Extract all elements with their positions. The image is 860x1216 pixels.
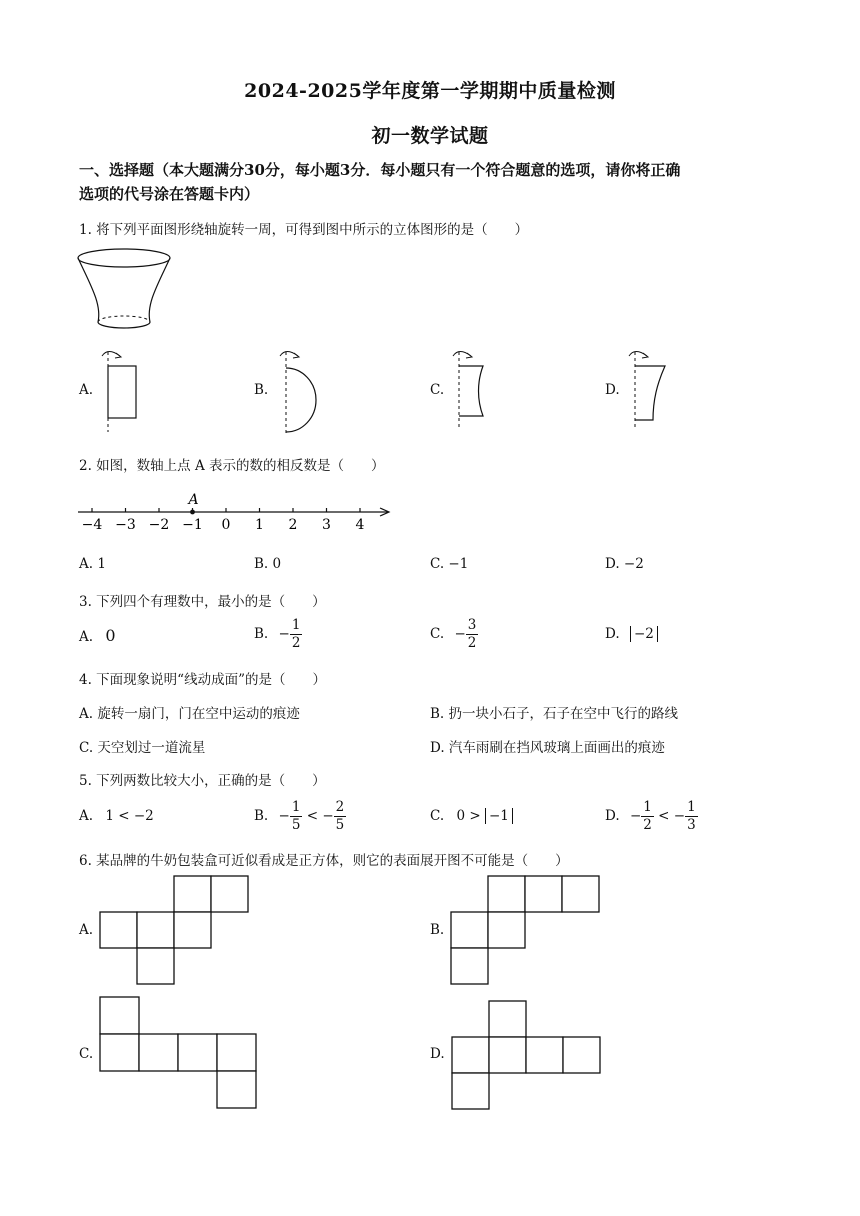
number-line-tick-label: −1 bbox=[182, 517, 203, 533]
q3-option-b bbox=[254, 617, 302, 652]
q2-stem: 2. 如图，数轴上点 A 表示的数的相反数是（ ） bbox=[79, 458, 385, 474]
number-line-tick-label: 3 bbox=[322, 517, 331, 533]
q6-net-c bbox=[100, 996, 262, 1112]
q3-option-d-absolute: −2 bbox=[630, 626, 658, 642]
q6-option-d: D. bbox=[430, 1046, 445, 1062]
number-line-tick-label: 1 bbox=[255, 517, 264, 533]
q5-option-d-label: D. bbox=[605, 808, 620, 824]
section-heading bbox=[79, 158, 799, 206]
q3-option-c-label: C. bbox=[430, 626, 445, 642]
q3-option-d-label: D. bbox=[605, 626, 620, 642]
q1-option-a: A. bbox=[79, 382, 94, 398]
q4-option-d: D. 汽车雨刷在挡风玻璃上面画出的痕迹 bbox=[430, 740, 665, 756]
section-heading-line2: 选项的代号涂在答题卡内） bbox=[79, 185, 260, 203]
q1-shape-a bbox=[98, 348, 148, 434]
q2-option-d: D. −2 bbox=[605, 556, 644, 572]
q3-option-a bbox=[79, 626, 116, 645]
q6-net-a bbox=[100, 875, 252, 987]
q3-option-a-label: A. bbox=[79, 629, 94, 645]
q5-option-b-label: B. bbox=[254, 808, 269, 824]
q1-shape-b bbox=[276, 348, 326, 438]
number-line-tick-label: 4 bbox=[355, 517, 365, 533]
q6-net-b bbox=[451, 875, 603, 987]
q3-option-c bbox=[430, 617, 478, 652]
q4-option-b: B. 扔一块小石子，石子在空中飞行的路线 bbox=[430, 706, 679, 722]
q5-option-c: C. 0 > −1 bbox=[430, 808, 513, 824]
q1-solid-figure bbox=[76, 246, 172, 332]
q1-shape-d bbox=[625, 348, 675, 432]
q2-option-c: C. −1 bbox=[430, 556, 469, 572]
q5-option-c-label: C. bbox=[430, 808, 445, 824]
q6-option-c: C. bbox=[79, 1046, 94, 1062]
q5-stem: 5. 下列两数比较大小，正确的是（ ） bbox=[79, 773, 326, 789]
q3-option-b-sign: − bbox=[278, 626, 290, 642]
exam-subtitle: 初一数学试题 bbox=[371, 125, 489, 147]
q2-option-b: B. 0 bbox=[254, 556, 282, 572]
q1-option-d: D. bbox=[605, 382, 620, 398]
q2-number-line bbox=[76, 488, 396, 538]
number-line-tick-label: −4 bbox=[81, 517, 103, 533]
q2-option-a: A. 1 bbox=[79, 556, 106, 572]
exam-title: 2024-2025学年度第一学期期中质量检测 bbox=[244, 80, 616, 102]
q4-stem: 4. 下面现象说明“线动成面”的是（ ） bbox=[79, 672, 326, 688]
number-line-tick-label: 2 bbox=[288, 517, 298, 533]
q1-option-c: C. bbox=[430, 382, 445, 398]
q4-option-a: A. 旋转一扇门，门在空中运动的痕迹 bbox=[79, 706, 300, 722]
q3-option-a-value: 0 bbox=[105, 626, 116, 645]
q5-option-a-label: A. bbox=[79, 808, 94, 824]
q6-net-d bbox=[452, 1000, 604, 1112]
q1-stem: 1. 将下列平面图形绕轴旋转一周，可得到图中所示的立体图形的是（ ） bbox=[79, 222, 529, 238]
q5-option-a-text: 1 < −2 bbox=[105, 808, 154, 824]
q5-option-b: B. − $\frac{1}{5}$ < − $\frac{2}{5}$ bbox=[254, 799, 345, 833]
q3-option-b-label: B. bbox=[254, 626, 269, 642]
q5-option-a bbox=[79, 808, 154, 824]
q1-option-b: B. bbox=[254, 382, 269, 398]
q3-stem: 3. 下列四个有理数中，最小的是（ ） bbox=[79, 594, 326, 610]
section-heading-line1: 一、选择题（本大题满分30分，每小题3分．每小题只有一个符合题意的选项，请你将正确 bbox=[79, 161, 681, 179]
number-line-tick-label: −2 bbox=[148, 517, 170, 533]
q4-option-c: C. 天空划过一道流星 bbox=[79, 740, 206, 756]
q3-option-d bbox=[605, 626, 658, 642]
q6-option-b: B. bbox=[430, 922, 445, 938]
q5-option-d: D. − $\frac{1}{2}$ < − $\frac{1}{3}$ bbox=[605, 799, 696, 833]
q1-shape-c bbox=[449, 348, 499, 432]
number-line-tick-label: −3 bbox=[115, 517, 136, 533]
point-a-label: A bbox=[188, 492, 199, 508]
number-line-tick-label: 0 bbox=[221, 517, 231, 533]
q6-stem: 6. 某品牌的牛奶包装盒可近似看成是正方体，则它的表面展开图不可能是（ ） bbox=[79, 853, 569, 869]
point-a-dot bbox=[190, 510, 195, 515]
q6-option-a: A. bbox=[79, 922, 94, 938]
q3-option-c-fraction: $\frac{3}{2}$ bbox=[467, 617, 477, 651]
q3-option-c-sign: − bbox=[454, 626, 466, 642]
q3-option-b-fraction: $\frac{1}{2}$ bbox=[291, 617, 301, 651]
